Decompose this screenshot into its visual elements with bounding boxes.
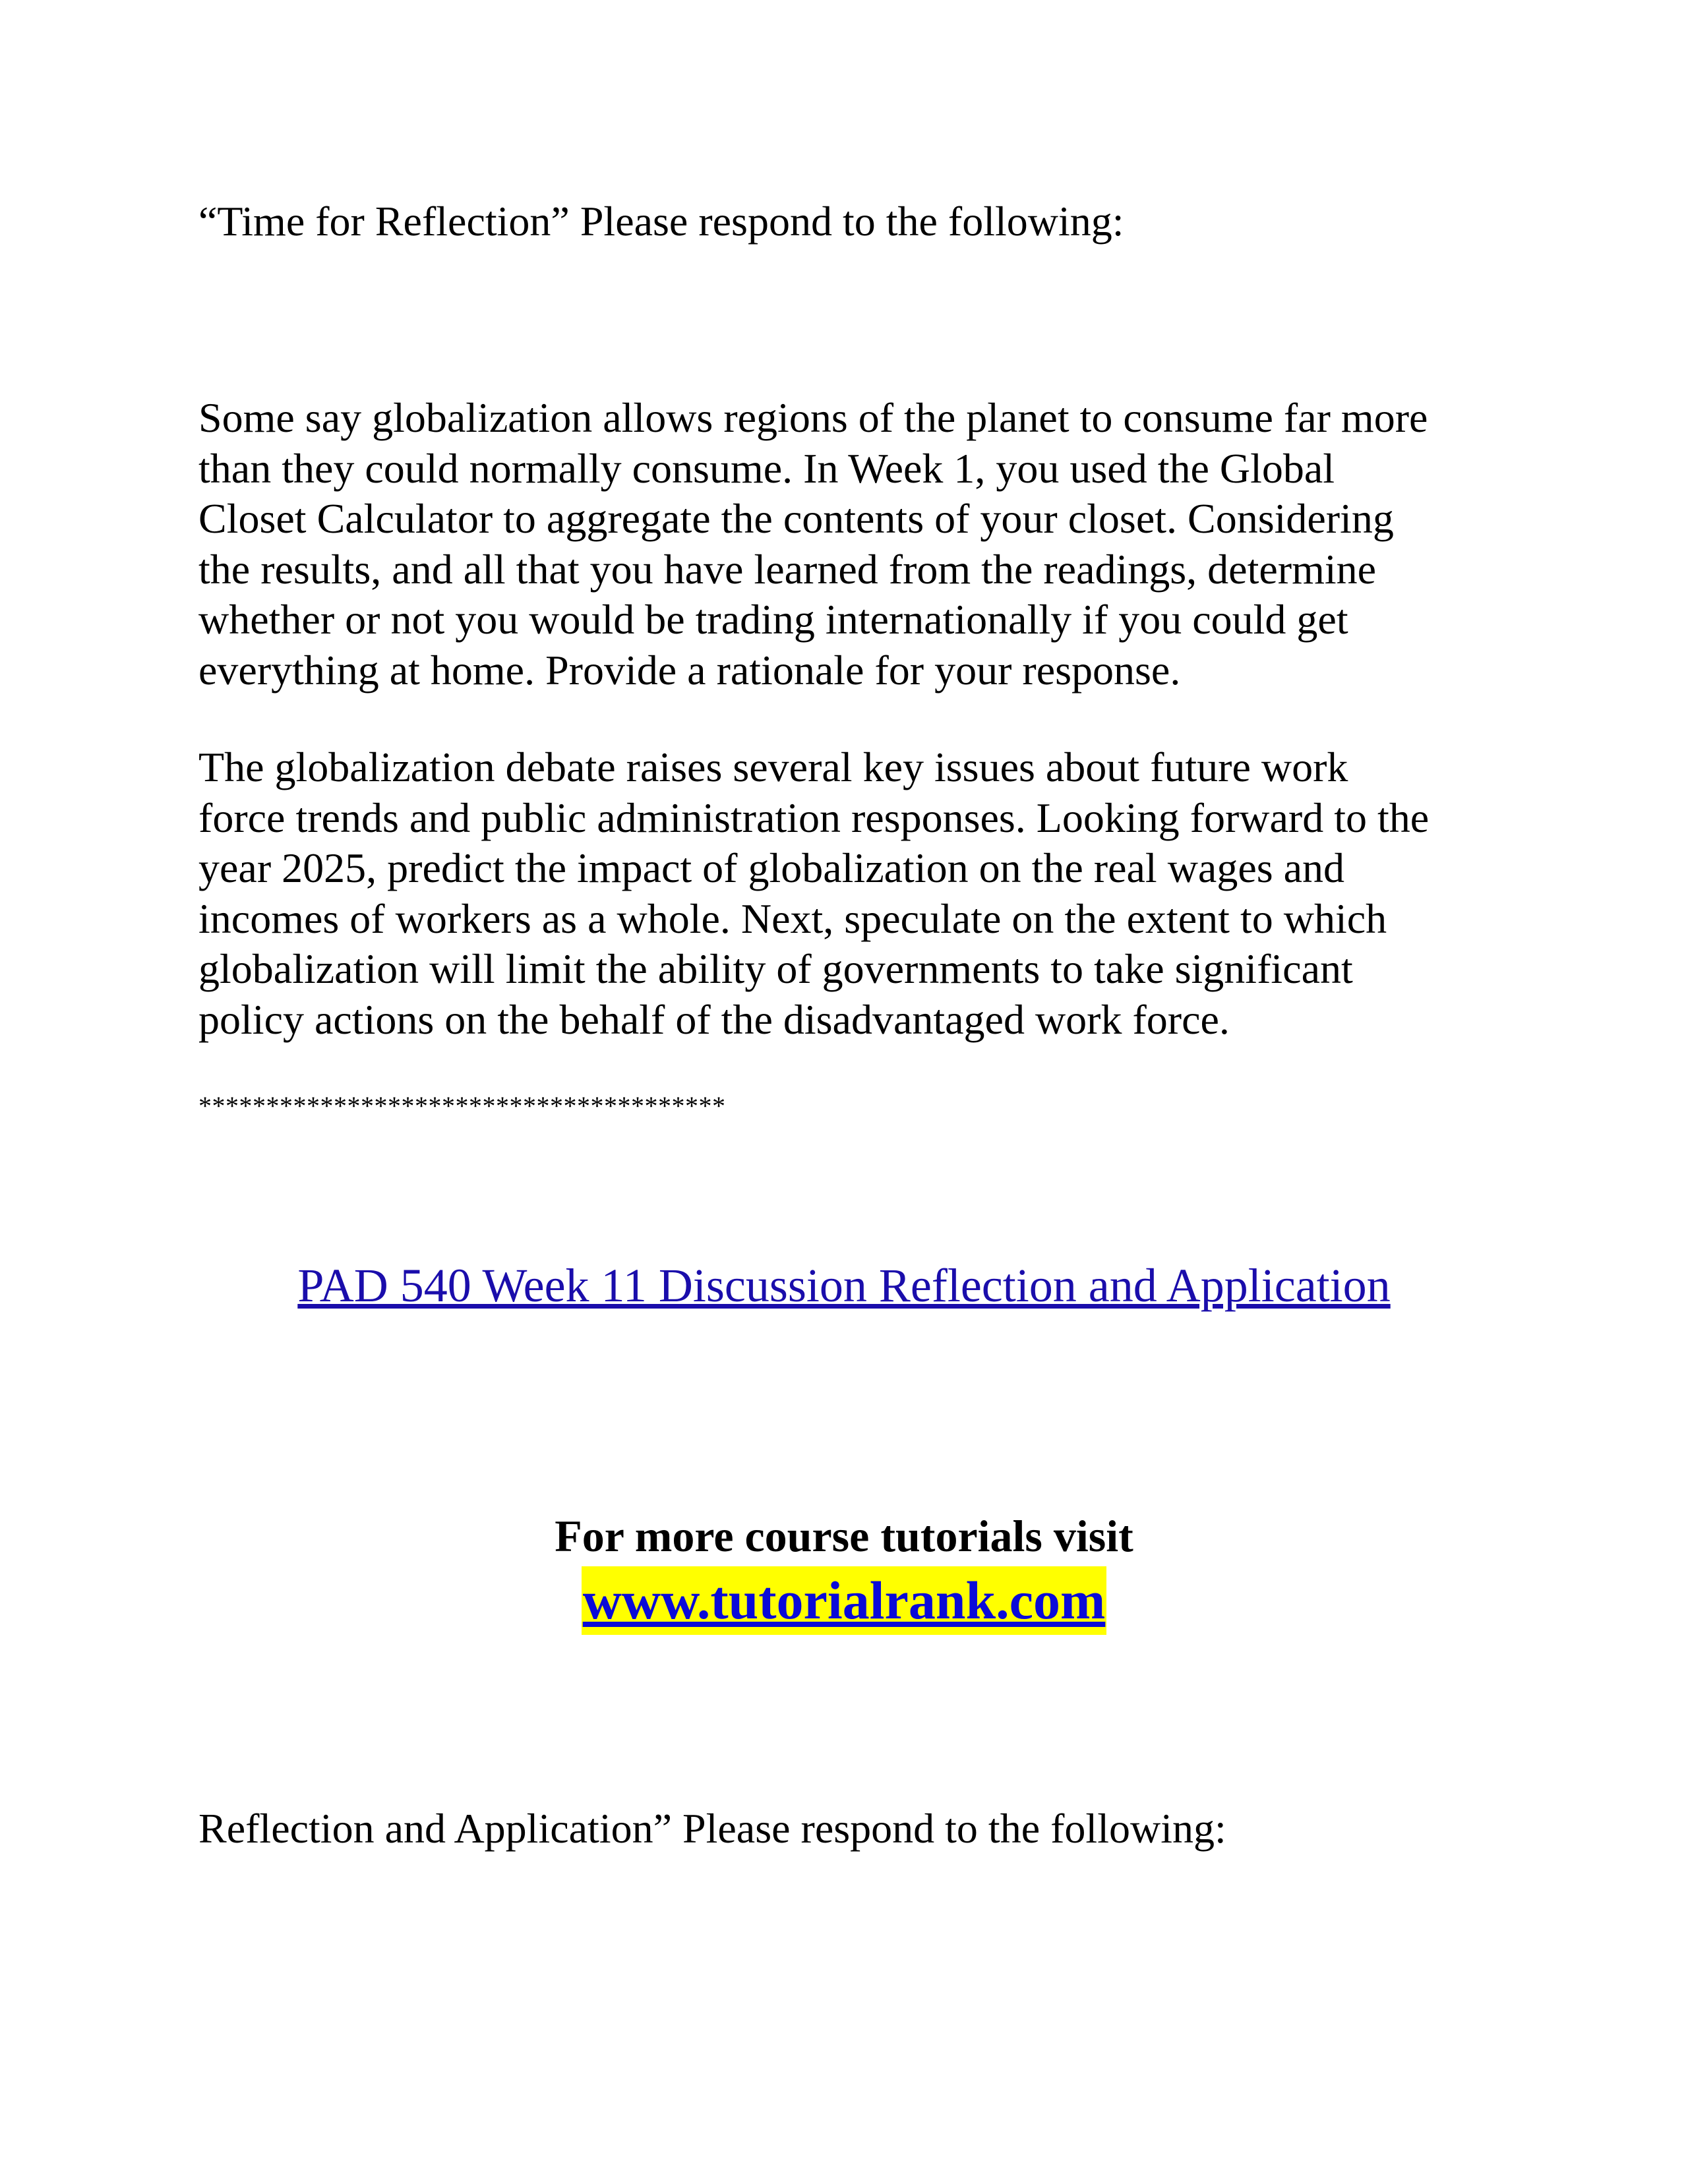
course-title-link[interactable]: PAD 540 Week 11 Discussion Reflection and Application <box>297 1259 1391 1312</box>
paragraph-globalization-consumption: Some say globalization allows regions of the planet to consume far more than they could normally consume. In Week 1, you used the Global Closet Calculator to aggregate the contents of your closet. Considering the results, and all that you have learned from the readings, determine whether or not you would be trading internationally if you could get everything at home. Provide a rationale for your response. <box>198 394 1428 694</box>
intro-heading: “Time for Reflection” Please respond to the following: <box>198 198 1124 245</box>
site-link-container <box>0 1566 1688 1635</box>
separator-stars: *************************************** <box>198 1091 726 1121</box>
more-tutorials-label: For more course tutorials visit <box>555 1511 1133 1561</box>
tutorialrank-site-link[interactable]: www.tutorialrank.com <box>582 1566 1107 1635</box>
outro-heading: Reflection and Application” Please respond to the following: <box>198 1805 1226 1852</box>
paragraph-globalization-debate: The globalization debate raises several key issues about future work force trends and public administration responses. Looking forward to the year 2025, predict the impact of globalization on the real wages and incomes of workers as a whole. Next, speculate on the extent to which globalization will limit the ability of governments to take significant policy actions on the behalf of the disadvantaged work force. <box>198 744 1430 1043</box>
